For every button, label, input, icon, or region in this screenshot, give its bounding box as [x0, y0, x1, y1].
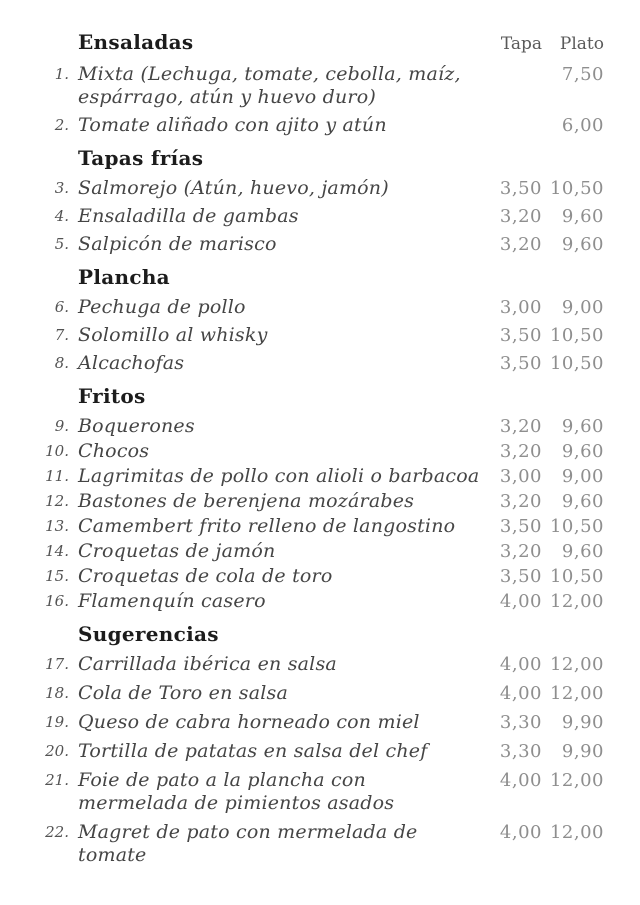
price-column-headers — [482, 32, 604, 57]
item-number: 3. — [54, 179, 69, 197]
menu-item — [45, 352, 604, 375]
item-price-tapa: 3,50 — [499, 325, 542, 346]
menu-item — [45, 711, 604, 734]
section-title: Plancha — [78, 265, 170, 289]
item-price-plato: 10,50 — [549, 566, 604, 587]
item-price-tapa: 3,30 — [499, 741, 542, 762]
item-price-plato: 12,00 — [549, 683, 604, 704]
item-number: 18. — [45, 684, 69, 702]
item-price-plato: 9,60 — [561, 234, 604, 255]
item-price-plato: 10,50 — [549, 353, 604, 374]
item-number: 7. — [54, 326, 69, 344]
item-price-tapa: 3,20 — [499, 441, 542, 462]
item-number: 10. — [45, 442, 69, 460]
item-name: Mixta (Lechuga, tomate, cebolla, maíz, espárrago, atún y huevo duro) — [78, 63, 461, 108]
item-price-tapa: 4,00 — [499, 770, 542, 791]
section-header-row — [45, 30, 604, 57]
item-price-tapa: 3,50 — [499, 566, 542, 587]
item-number: 14. — [45, 542, 69, 560]
item-number: 4. — [54, 207, 69, 225]
menu-item — [45, 114, 604, 137]
item-number: 16. — [45, 592, 69, 610]
item-price-tapa: 3,00 — [499, 297, 542, 318]
item-name: Salpicón de marisco — [78, 233, 277, 255]
item-price-tapa: 3,00 — [499, 466, 542, 487]
item-number: 19. — [45, 713, 69, 731]
item-price-plato: 12,00 — [549, 654, 604, 675]
menu-item — [45, 740, 604, 763]
item-name: Croquetas de jamón — [78, 540, 276, 562]
item-price-tapa: 3,20 — [499, 416, 542, 437]
menu-item — [45, 490, 604, 513]
item-price-tapa: 3,30 — [499, 712, 542, 733]
item-price-plato: 9,90 — [561, 741, 604, 762]
item-number: 8. — [54, 354, 69, 372]
item-price-plato: 6,00 — [561, 115, 604, 136]
menu-section-ensaladas — [45, 30, 604, 137]
item-name: Camembert frito relleno de langostino — [78, 515, 456, 537]
item-price-plato: 10,50 — [549, 178, 604, 199]
section-header-row — [45, 265, 604, 290]
menu-item — [45, 233, 604, 256]
item-name: Ensaladilla de gambas — [78, 205, 299, 227]
section-title: Tapas frías — [78, 146, 204, 170]
item-name: Alcachofas — [78, 352, 185, 374]
item-name: Croquetas de cola de toro — [78, 565, 333, 587]
menu-section-sugerencias — [45, 622, 604, 867]
item-name: Flamenquín casero — [78, 590, 266, 612]
item-price-tapa: 4,00 — [499, 683, 542, 704]
item-name: Lagrimitas de pollo con alioli o barbacoa — [78, 465, 480, 487]
menu-item — [45, 440, 604, 463]
item-number: 13. — [45, 517, 69, 535]
menu-item — [45, 296, 604, 319]
item-number: 17. — [45, 655, 69, 673]
item-number: 15. — [45, 567, 69, 585]
menu-item — [45, 769, 604, 815]
item-number: 21. — [45, 771, 69, 789]
item-price-tapa: 3,20 — [499, 491, 542, 512]
item-price-plato: 9,60 — [561, 206, 604, 227]
menu-item — [45, 515, 604, 538]
section-title: Ensaladas — [78, 30, 194, 54]
item-price-tapa: 3,20 — [499, 541, 542, 562]
section-title: Fritos — [78, 384, 146, 408]
item-number: 11. — [45, 467, 69, 485]
section-title: Sugerencias — [78, 622, 219, 646]
item-name: Boquerones — [78, 415, 195, 437]
item-price-plato: 10,50 — [549, 516, 604, 537]
item-price-plato: 9,60 — [561, 416, 604, 437]
item-price-tapa: 3,20 — [499, 234, 542, 255]
item-price-tapa: 3,50 — [499, 516, 542, 537]
section-header-row — [45, 622, 604, 647]
item-price-tapa: 4,00 — [499, 591, 542, 612]
item-number: 9. — [54, 417, 69, 435]
item-price-tapa: 3,50 — [499, 353, 542, 374]
menu-item — [45, 565, 604, 588]
item-price-tapa: 4,00 — [499, 822, 542, 843]
item-name: Solomillo al whisky — [78, 324, 268, 346]
item-price-tapa: 3,20 — [499, 206, 542, 227]
item-name: Bastones de berenjena mozárabes — [78, 490, 415, 512]
item-price-plato: 12,00 — [549, 591, 604, 612]
menu-item — [45, 590, 604, 613]
item-name: Magret de pato con mermelada de tomate — [78, 821, 418, 866]
section-header-row — [45, 384, 604, 409]
item-name: Foie de pato a la plancha con mermelada de pimientos asados — [78, 769, 395, 814]
menu-section-fritos — [45, 384, 604, 613]
menu-item — [45, 415, 604, 438]
menu-item — [45, 205, 604, 228]
item-number: 6. — [54, 298, 69, 316]
item-number: 5. — [54, 235, 69, 253]
item-name: Cola de Toro en salsa — [78, 682, 289, 704]
menu-item — [45, 653, 604, 676]
item-price-plato: 9,60 — [561, 491, 604, 512]
item-price-plato: 12,00 — [549, 770, 604, 791]
item-name: Chocos — [78, 440, 150, 462]
menu-section-tapas-frias — [45, 146, 604, 256]
item-price-plato: 9,60 — [561, 541, 604, 562]
item-price-plato: 9,00 — [561, 466, 604, 487]
item-price-plato: 9,00 — [561, 297, 604, 318]
item-name: Tomate aliñado con ajito y atún — [78, 114, 387, 136]
item-number: 1. — [54, 65, 69, 83]
item-price-plato: 12,00 — [549, 822, 604, 843]
item-number: 12. — [45, 492, 69, 510]
item-price-plato: 9,60 — [561, 441, 604, 462]
item-number: 22. — [45, 823, 69, 841]
menu-item — [45, 821, 604, 867]
item-price-tapa: 3,50 — [499, 178, 542, 199]
section-header-row — [45, 146, 604, 171]
item-price-plato: 9,90 — [561, 712, 604, 733]
column-header-plato: Plato — [559, 34, 604, 54]
item-name: Tortilla de patatas en salsa del chef — [78, 740, 428, 762]
item-name: Salmorejo (Atún, huevo, jamón) — [78, 177, 389, 199]
item-name: Queso de cabra horneado con miel — [78, 711, 420, 733]
item-price-plato: 7,50 — [561, 64, 604, 85]
item-number: 20. — [45, 742, 69, 760]
item-name: Carrillada ibérica en salsa — [78, 653, 337, 675]
item-price-tapa: 4,00 — [499, 654, 542, 675]
menu-item — [45, 324, 604, 347]
item-number: 2. — [54, 116, 69, 134]
menu-section-plancha — [45, 265, 604, 375]
menu-item — [45, 63, 604, 109]
item-price-plato: 10,50 — [549, 325, 604, 346]
menu-item — [45, 465, 604, 488]
menu-item — [45, 682, 604, 705]
menu-item — [45, 540, 604, 563]
column-header-tapa: Tapa — [500, 34, 542, 54]
item-name: Pechuga de pollo — [78, 296, 246, 318]
menu-item — [45, 177, 604, 200]
